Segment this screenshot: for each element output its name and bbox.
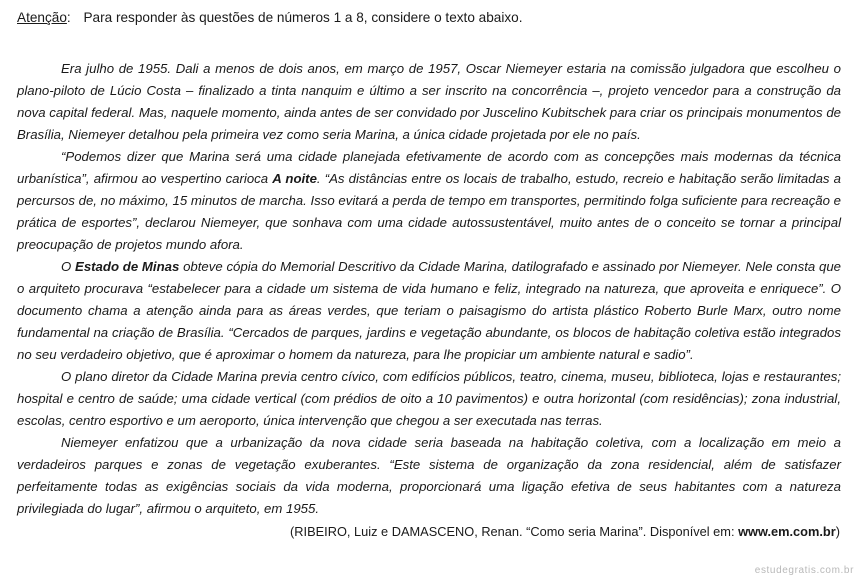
attention-label: Atenção bbox=[17, 10, 67, 25]
instruction-header bbox=[17, 9, 523, 27]
article-text bbox=[17, 58, 841, 520]
site-watermark: estudegratis.com.br bbox=[754, 565, 854, 576]
paragraph-1: Era julho de 1955. Dali a menos de dois anos, em março de 1957, Oscar Niemeyer estaria na comissão julgadora que escolheu o plano-piloto de Lúcio Costa – finalizado a tinta nanquim e último a ser inscrito na concorrência –, projeto vencedor para a construção da nova capital federal. Mas, naquele momento, ainda antes de ser convidado por Juscelino Kubitschek para criar os principais monumentos de Brasília, Niemeyer detalhou pela primeira vez como seria Marina, a única cidade projetada por ele no país. bbox=[17, 61, 841, 142]
newspaper-name-a-noite: A noite bbox=[272, 171, 317, 186]
citation-text: (RIBEIRO, Luiz e DAMASCENO, Renan. “Como seria Marina”. Disponível em: bbox=[290, 524, 739, 539]
paragraph-2-end: . “As distâncias entre os locais de trabalho, estudo, recreio e habitação serão limitadas a percursos de, no máximo, 15 minutos de marcha. Isso evitará a perda de tempo em transportes, permitindo folga suficiente para recreação e prática de esportes”, declarou Niemeyer, que sonhava com uma cidade autossustentável, muito antes de o conceito se tornar a principal preocupação de projetos mundo afora. bbox=[17, 171, 841, 252]
paragraph-3-start: O bbox=[61, 259, 76, 274]
paragraph-2-start: “Podemos dizer que Marina será uma cidade planejada efetivamente de acordo com as concepções mais modernas da técnica urbanística”, afirmou ao vespertino carioca bbox=[17, 149, 841, 186]
citation-close: ) bbox=[835, 524, 840, 539]
instruction-text: Para responder às questões de números 1 a 8, considere o texto abaixo. bbox=[83, 10, 523, 25]
paragraph-3 bbox=[17, 256, 841, 366]
newspaper-name-estado-de-minas: Estado de Minas bbox=[75, 259, 180, 274]
paragraph-4: O plano diretor da Cidade Marina previa centro cívico, com edifícios públicos, teatro, cinema, museu, biblioteca, lojas e restaurantes; hospital e centro de saúde; uma cidade vertical (com prédios de oito a 10 pavimentos) e outra horizontal (com residências); zona industrial, escolas, centro esportivo e um aeroporto, única intervenção que chegou a ser executada nas terras. bbox=[17, 369, 841, 428]
paragraph-5: Niemeyer enfatizou que a urbanização da nova cidade seria baseada na habitação coletiva, com a localização em meio a verdadeiros parques e zonas de vegetação exuberantes. “Este sistema de organização da zona residencial, além de satisfazer perfeitamente todas as exigências sociais da vida moderna, proporcionará uma ligação efetiva de seus habitantes com a natureza privilegiada do lugar”, afirmou o arquiteto, em 1955. bbox=[17, 435, 841, 516]
attention-colon: : bbox=[66, 10, 71, 25]
source-citation bbox=[290, 523, 840, 541]
source-url: www.em.com.br bbox=[738, 524, 836, 539]
paragraph-2 bbox=[17, 146, 841, 256]
paragraph-3-end: obteve cópia do Memorial Descritivo da Cidade Marina, datilografado e assinado por Niemeyer. Nele consta que o arquiteto procurava “estabelecer para a cidade um sistema de vida humano e feliz, integrado na natureza, que aproveita e enriquece”. O documento chama a atenção ainda para as áreas verdes, que teriam o paisagismo do artista plástico Roberto Burle Marx, outro nome fundamental na criação de Brasília. “Cercados de parques, jardins e vegetação abundante, os blocos de habitação coletiva estão integrados no seu verdadeiro objetivo, que é aproximar o homem da natureza, para lhe propiciar um ambiente natural e sadio”. bbox=[17, 259, 841, 362]
